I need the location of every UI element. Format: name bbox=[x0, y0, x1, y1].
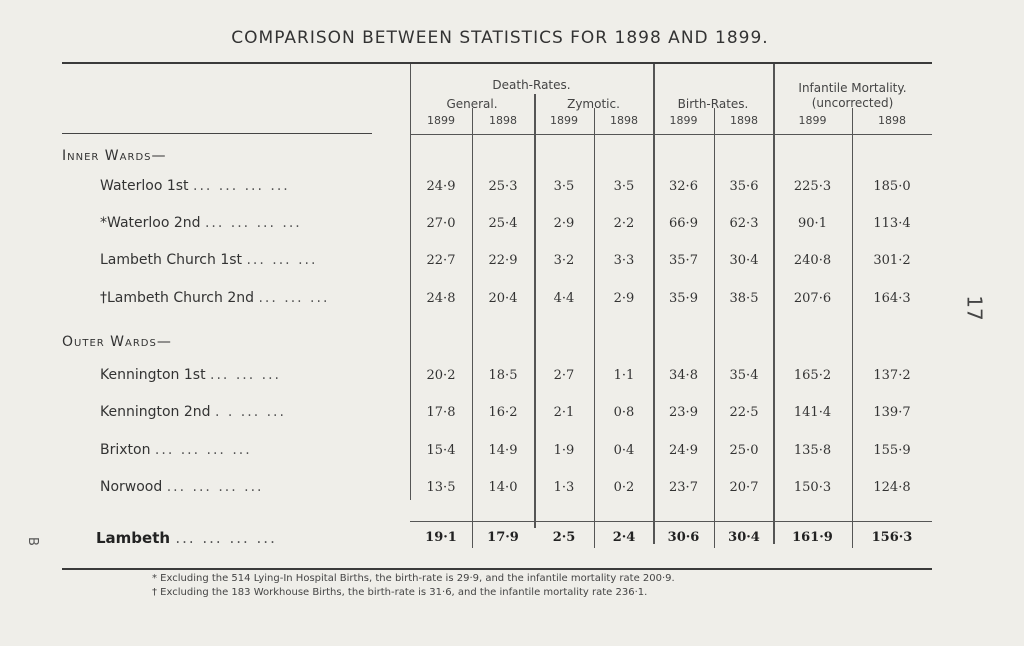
table-title: COMPARISON BETWEEN STATISTICS FOR 1898 AND 1899. bbox=[231, 28, 769, 48]
value-cell: 22·9 bbox=[488, 253, 518, 268]
value-cell: 18·5 bbox=[488, 368, 518, 383]
value-cell: 14·9 bbox=[488, 443, 518, 458]
general-header: General. bbox=[446, 97, 498, 111]
value-cell: 20·4 bbox=[488, 291, 518, 306]
value-cell: 3·5 bbox=[553, 179, 575, 194]
value-cell: 25·3 bbox=[488, 179, 518, 194]
value-cell: 155·9 bbox=[873, 443, 911, 458]
total-label: Lambeth bbox=[96, 529, 171, 547]
value-cell: 185·0 bbox=[873, 179, 911, 194]
value-cell: 62·3 bbox=[729, 216, 759, 231]
value-cell: 38·5 bbox=[729, 291, 759, 306]
section-outer-wards: Outer Wards— bbox=[62, 334, 172, 350]
value-cell: 240·8 bbox=[793, 253, 832, 268]
ward-name bbox=[100, 367, 410, 383]
value-cell: 2·7 bbox=[553, 368, 575, 383]
year-header: 1899 bbox=[669, 114, 698, 127]
total-value-cell: 161·9 bbox=[792, 530, 833, 545]
total-value-cell: 17·9 bbox=[487, 530, 519, 545]
ward-label: Norwood bbox=[100, 479, 163, 495]
value-cell: 3·5 bbox=[613, 179, 635, 194]
leader-dots: ... ... ... ... bbox=[175, 529, 277, 547]
page-number: 17 bbox=[962, 295, 987, 321]
infantile-mortality-header: Infantile Mortality. bbox=[798, 81, 907, 95]
value-cell: 225·3 bbox=[793, 179, 832, 194]
value-cell: 207·6 bbox=[793, 291, 832, 306]
year-header: 1899 bbox=[550, 114, 578, 127]
total-value-cell: 19·1 bbox=[425, 530, 457, 545]
total-value-cell: 2·5 bbox=[552, 530, 576, 545]
leader-dots: ... ... ... bbox=[210, 367, 281, 383]
value-cell: 0·8 bbox=[613, 405, 635, 420]
zymotic-header: Zymotic. bbox=[567, 97, 620, 111]
total-value-cell: 156·3 bbox=[871, 530, 913, 545]
death-rates-header: Death-Rates. bbox=[492, 78, 571, 92]
value-cell: 24·9 bbox=[669, 443, 698, 458]
ward-label: Brixton bbox=[100, 442, 151, 458]
footnote-lying-in: * Excluding the 514 Lying-In Hospital Births, the birth-rate is 29·9, and the infantile mortality rate 200·9. bbox=[152, 573, 675, 584]
ward-name bbox=[100, 404, 410, 420]
value-cell: 17·8 bbox=[426, 405, 456, 420]
value-cell: 135·8 bbox=[793, 443, 832, 458]
value-cell: 2·1 bbox=[553, 405, 575, 420]
value-cell: 113·4 bbox=[873, 216, 911, 231]
value-cell: 16·2 bbox=[488, 405, 518, 420]
value-cell: 137·2 bbox=[873, 368, 911, 383]
value-cell: 1·1 bbox=[613, 368, 635, 383]
value-cell: 20·2 bbox=[426, 368, 456, 383]
value-cell: 23·9 bbox=[669, 405, 698, 420]
ward-name bbox=[100, 252, 410, 268]
total-name bbox=[96, 529, 416, 547]
ward-label: †Lambeth Church 2nd bbox=[100, 290, 254, 306]
value-cell: 25·0 bbox=[729, 443, 759, 458]
year-header: 1898 bbox=[730, 114, 758, 127]
value-cell: 1·9 bbox=[553, 443, 575, 458]
value-cell: 35·6 bbox=[729, 179, 759, 194]
value-cell: 35·4 bbox=[729, 368, 759, 383]
value-cell: 13·5 bbox=[426, 480, 456, 495]
value-cell: 20·7 bbox=[729, 480, 759, 495]
leader-dots: ... ... ... ... bbox=[193, 178, 290, 194]
value-cell: 0·2 bbox=[613, 480, 635, 495]
ward-name bbox=[100, 215, 410, 231]
value-cell: 25·4 bbox=[488, 216, 518, 231]
value-cell: 90·1 bbox=[798, 216, 827, 231]
total-value-cell: 2·4 bbox=[612, 530, 636, 545]
value-cell: 32·6 bbox=[669, 179, 698, 194]
value-cell: 4·4 bbox=[553, 291, 575, 306]
ward-label: Kennington 1st bbox=[100, 367, 206, 383]
value-cell: 3·2 bbox=[553, 253, 575, 268]
ward-label: Waterloo 1st bbox=[100, 178, 189, 194]
value-cell: 124·8 bbox=[873, 480, 911, 495]
value-cell: 150·3 bbox=[793, 480, 832, 495]
leader-dots: ... ... ... ... bbox=[204, 215, 302, 231]
uncorrected-header: (uncorrected) bbox=[811, 96, 894, 110]
value-cell: 0·4 bbox=[613, 443, 635, 458]
value-cell: 27·0 bbox=[426, 216, 456, 231]
ward-name bbox=[100, 479, 410, 495]
ward-label: Kennington 2nd bbox=[100, 404, 211, 420]
leader-dots: ... ... ... ... bbox=[154, 442, 252, 458]
value-cell: 23·7 bbox=[669, 480, 698, 495]
ward-label: *Waterloo 2nd bbox=[100, 215, 201, 231]
year-header: 1898 bbox=[610, 114, 638, 127]
leader-dots: ... ... ... bbox=[246, 252, 318, 268]
footnote-workhouse: † Excluding the 183 Workhouse Births, the birth-rate is 31·6, and the infantile mortality rate 236·1. bbox=[152, 587, 648, 598]
value-cell: 1·3 bbox=[553, 480, 575, 495]
value-cell: 301·2 bbox=[873, 253, 911, 268]
value-cell: 164·3 bbox=[873, 291, 911, 306]
value-cell: 35·9 bbox=[669, 291, 698, 306]
total-value-cell: 30·6 bbox=[667, 530, 700, 545]
value-cell: 34·8 bbox=[669, 368, 698, 383]
value-cell: 22·7 bbox=[426, 253, 456, 268]
value-cell: 24·9 bbox=[426, 179, 456, 194]
year-header: 1899 bbox=[427, 114, 455, 127]
value-cell: 15·4 bbox=[426, 443, 456, 458]
value-cell: 14·0 bbox=[488, 480, 518, 495]
ward-label: Lambeth Church 1st bbox=[100, 252, 243, 268]
signature-mark: B bbox=[24, 537, 40, 546]
value-cell: 139·7 bbox=[873, 405, 911, 420]
section-inner-wards: Inner Wards— bbox=[62, 148, 167, 164]
value-cell: 2·9 bbox=[553, 216, 575, 231]
year-header: 1898 bbox=[489, 114, 517, 127]
year-header: 1899 bbox=[798, 114, 827, 127]
value-cell: 2·9 bbox=[613, 291, 635, 306]
ward-name bbox=[100, 442, 410, 458]
value-cell: 35·7 bbox=[669, 253, 698, 268]
value-cell: 165·2 bbox=[793, 368, 832, 383]
leader-dots: ... ... ... bbox=[258, 290, 330, 306]
ward-name bbox=[100, 178, 410, 194]
value-cell: 66·9 bbox=[669, 216, 698, 231]
value-cell: 141·4 bbox=[793, 405, 832, 420]
leader-dots: ... ... ... ... bbox=[166, 479, 264, 495]
year-header: 1898 bbox=[878, 114, 906, 127]
value-cell: 3·3 bbox=[613, 253, 635, 268]
value-cell: 2·2 bbox=[613, 216, 635, 231]
ward-name bbox=[100, 290, 410, 306]
value-cell: 30·4 bbox=[729, 253, 759, 268]
leader-dots: . . ... ... bbox=[215, 404, 286, 420]
total-value-cell: 30·4 bbox=[728, 530, 760, 545]
statistics-table bbox=[62, 62, 932, 570]
value-cell: 24·8 bbox=[426, 291, 456, 306]
value-cell: 22·5 bbox=[729, 405, 759, 420]
birth-rates-header: Birth-Rates. bbox=[677, 97, 749, 111]
